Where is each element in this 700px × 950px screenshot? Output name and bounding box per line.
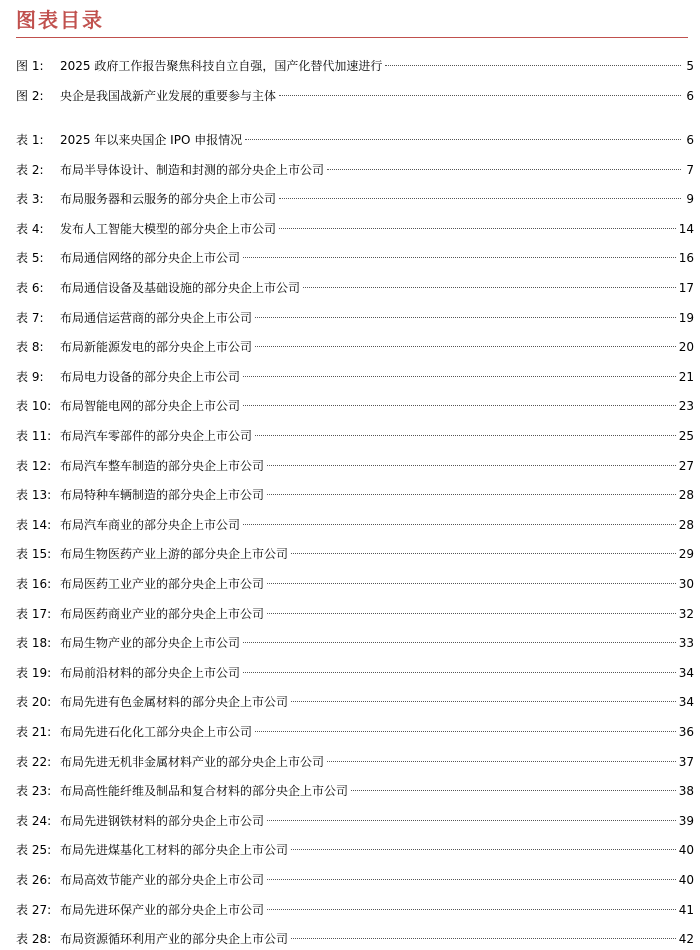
toc-entry-figure[interactable] [16,86,694,106]
entry-title: 布局通信设备及基础设施的部分央企上市公司 [60,281,301,295]
entry-title: 2025 政府工作报告聚焦科技自立自强，国产化替代加速进行 [60,59,383,73]
toc-entry-table[interactable] [16,752,694,772]
toc-entry-table[interactable] [16,722,694,742]
dot-leader [267,820,676,821]
entry-page-number: 34 [678,695,694,710]
toc-entry-table[interactable] [16,811,694,831]
entry-label: 表 5: [16,251,44,266]
entry-title: 布局服务器和云服务的部分央企上市公司 [60,192,277,207]
entry-page-number: 30 [678,577,694,591]
entry-label: 表 17: [16,606,52,621]
entry-page-number: 39 [678,813,694,828]
entry-title: 布局先进无机非金属材料产业的部分央企上市公司 [60,754,325,769]
dot-leader [303,287,676,288]
entry-page-number: 40 [678,873,694,887]
entry-page-number: 40 [678,843,694,858]
entry-title: 布局智能电网的部分央企上市公司 [60,399,241,414]
entry-title: 布局生物产业的部分央企上市公司 [60,636,241,651]
dot-leader [243,257,676,258]
entry-label: 表 25: [16,843,52,858]
entry-title: 布局医药商业产业的部分央企上市公司 [60,606,265,621]
entry-label: 表 19: [16,665,52,680]
entry-page-number: 42 [678,932,694,947]
dot-leader [291,938,676,939]
entry-label: 表 9: [16,369,44,384]
entry-title: 布局特种车辆制造的部分央企上市公司 [60,488,265,503]
entry-label: 表 2: [16,162,44,177]
entry-page-number: 27 [678,458,694,473]
toc-entry-table[interactable] [16,515,694,535]
dot-leader [243,642,676,643]
entry-title: 布局高效节能产业的部分央企上市公司 [60,873,265,887]
entry-title: 布局先进环保产业的部分央企上市公司 [60,902,265,917]
entry-page-number: 5 [686,59,694,73]
dot-leader [291,701,676,702]
entry-page-number: 28 [678,488,694,503]
dot-leader [267,909,676,910]
entry-page-number: 6 [686,133,694,147]
entry-label: 表 8: [16,340,44,355]
toc-entry-table[interactable] [16,219,694,239]
entry-page-number: 9 [686,192,694,207]
toc-entry-table[interactable] [16,574,694,594]
dot-leader [267,583,676,584]
entry-title: 央企是我国战新产业发展的重要参与主体 [60,89,277,103]
entry-title: 发布人工智能大模型的部分央企上市公司 [60,221,277,236]
toc-entry-table[interactable] [16,426,694,446]
entry-title: 布局先进有色金属材料的部分央企上市公司 [60,695,289,710]
entry-label: 图 1: [16,59,44,73]
entry-label: 表 1: [16,133,44,147]
entry-page-number: 29 [678,547,694,562]
toc-entry-table[interactable] [16,663,694,683]
entry-label: 图 2: [16,89,44,103]
entry-label: 表 26: [16,873,52,887]
toc-entry-table[interactable] [16,633,694,653]
entry-label: 表 27: [16,902,52,917]
entry-page-number: 38 [678,784,694,799]
dot-leader [245,139,681,140]
entry-label: 表 7: [16,310,44,325]
page-title: 图表目录 [16,8,104,32]
entry-label: 表 14: [16,517,52,532]
dot-leader [327,169,681,170]
entry-title: 布局汽车零部件的部分央企上市公司 [60,429,253,443]
toc-entry-table[interactable] [16,870,694,890]
dot-leader [267,879,676,880]
entry-title: 布局汽车整车制造的部分央企上市公司 [60,458,265,473]
entry-label: 表 22: [16,754,52,769]
entry-title: 布局新能源发电的部分央企上市公司 [60,340,253,355]
title-divider [16,37,688,38]
dot-leader [351,790,676,791]
dot-leader [327,761,676,762]
dot-leader [255,317,676,318]
dot-leader [279,228,676,229]
toc-entry-table[interactable] [16,692,694,712]
dot-leader [243,405,676,406]
entry-page-number: 37 [678,754,694,769]
entry-label: 表 16: [16,577,52,591]
dot-leader [279,95,681,96]
toc-entry-table[interactable] [16,544,694,564]
dot-leader [243,524,676,525]
toc-entry-table[interactable] [16,248,694,268]
entry-page-number: 21 [678,369,694,384]
dot-leader [291,849,676,850]
toc-entry-table[interactable] [16,840,694,860]
entry-label: 表 20: [16,695,52,710]
entry-page-number: 25 [678,429,694,443]
entry-page-number: 19 [678,310,694,325]
entry-title: 2025 年以来央国企 IPO 申报情况 [60,133,243,147]
entry-label: 表 24: [16,813,52,828]
entry-label: 表 3: [16,192,44,207]
entry-title: 布局通信运营商的部分央企上市公司 [60,310,253,325]
dot-leader [279,198,681,199]
toc-entry-table[interactable] [16,604,694,624]
toc-entry-table[interactable] [16,929,694,949]
entry-title: 布局先进煤基化工材料的部分央企上市公司 [60,843,289,858]
entry-page-number: 16 [678,251,694,266]
entry-label: 表 28: [16,932,52,947]
entry-page-number: 23 [678,399,694,414]
dot-leader [267,465,676,466]
toc-entry-table[interactable] [16,189,694,209]
entry-label: 表 23: [16,784,52,799]
entry-page-number: 14 [678,221,694,236]
entry-title: 布局资源循环利用产业的部分央企上市公司 [60,932,289,947]
entry-title: 布局前沿材料的部分央企上市公司 [60,665,241,680]
toc-entry-table[interactable] [16,337,694,357]
entry-title: 布局先进钢铁材料的部分央企上市公司 [60,813,265,828]
entry-label: 表 12: [16,458,52,473]
dot-leader [243,672,676,673]
toc-entry-figure[interactable] [16,56,694,76]
entry-label: 表 10: [16,399,52,414]
toc-entry-table[interactable] [16,900,694,920]
entry-label: 表 11: [16,429,52,443]
dot-leader [385,65,681,66]
entry-label: 表 4: [16,221,44,236]
entry-title: 布局通信网络的部分央企上市公司 [60,251,241,266]
entry-label: 表 6: [16,281,44,295]
toc-entry-table[interactable] [16,367,694,387]
entry-page-number: 34 [678,665,694,680]
dot-leader [291,553,676,554]
toc-entry-table[interactable] [16,456,694,476]
dot-leader [267,613,676,614]
dot-leader [255,435,676,436]
entry-page-number: 33 [678,636,694,651]
dot-leader [255,346,676,347]
entry-page-number: 28 [678,517,694,532]
toc-entry-table[interactable] [16,396,694,416]
entry-label: 表 21: [16,725,52,739]
entry-title: 布局电力设备的部分央企上市公司 [60,369,241,384]
toc-entry-table[interactable] [16,160,694,180]
toc-entry-table[interactable] [16,278,694,298]
entry-page-number: 36 [678,725,694,739]
entry-label: 表 18: [16,636,52,651]
entry-title: 布局医药工业产业的部分央企上市公司 [60,577,265,591]
entry-title: 布局先进石化化工部分央企上市公司 [60,725,253,739]
entry-title: 布局生物医药产业上游的部分央企上市公司 [60,547,289,562]
entry-page-number: 17 [678,281,694,295]
entry-title: 布局汽车商业的部分央企上市公司 [60,517,241,532]
dot-leader [267,494,676,495]
entry-title: 布局半导体设计、制造和封测的部分央企上市公司 [60,162,325,177]
dot-leader [243,376,676,377]
entry-page-number: 6 [686,89,694,103]
toc-entry-table[interactable] [16,485,694,505]
toc-entry-table[interactable] [16,308,694,328]
toc-entry-table[interactable] [16,130,694,150]
entry-page-number: 7 [686,162,694,177]
entry-page-number: 41 [678,902,694,917]
entry-label: 表 15: [16,547,52,562]
toc-entry-table[interactable] [16,781,694,801]
entry-label: 表 13: [16,488,52,503]
entry-title: 布局高性能纤维及制品和复合材料的部分央企上市公司 [60,784,349,799]
entry-page-number: 32 [678,606,694,621]
dot-leader [255,731,676,732]
entry-page-number: 20 [678,340,694,355]
